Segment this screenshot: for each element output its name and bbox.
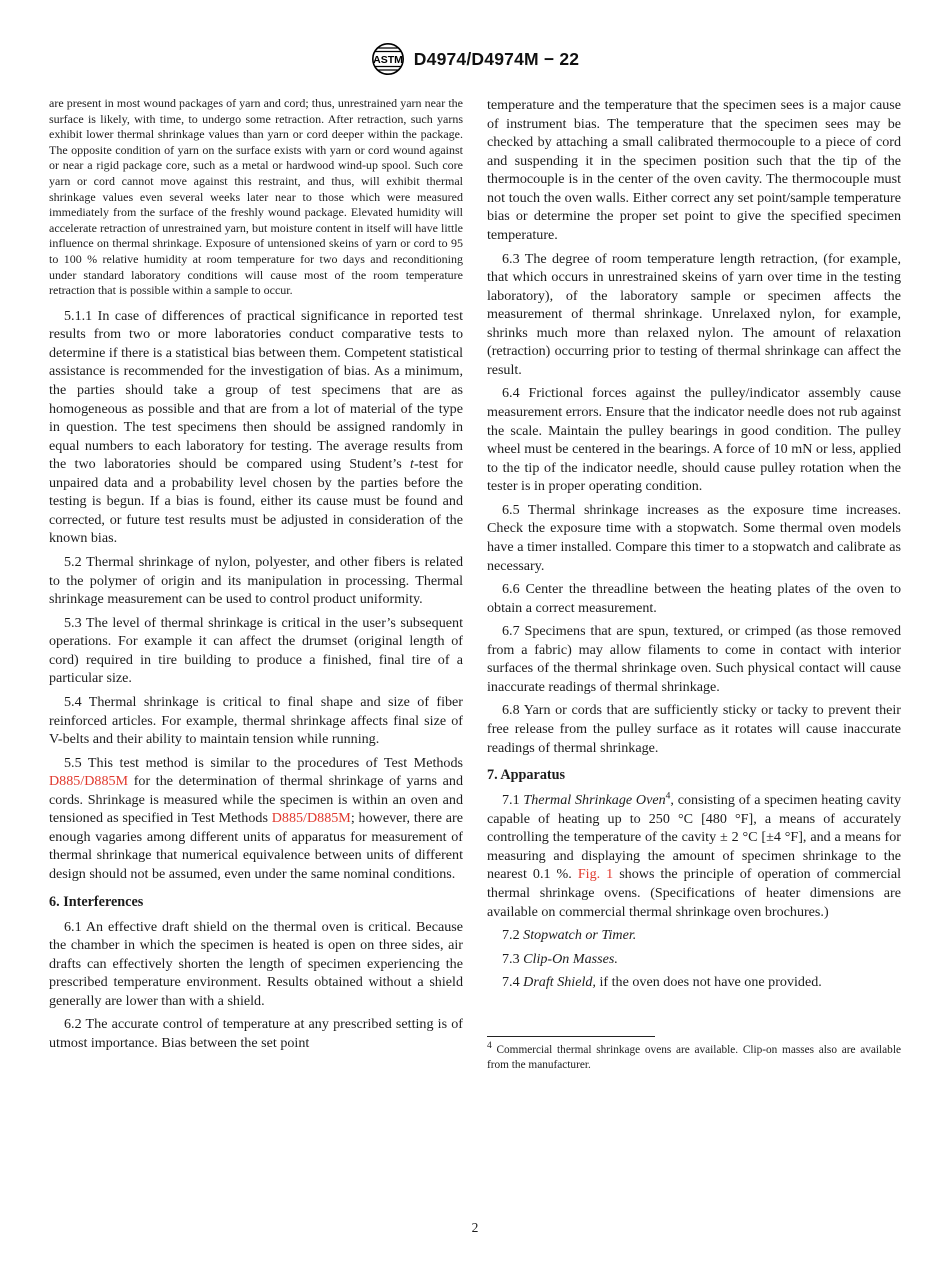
- astm-logo-icon: [371, 42, 405, 76]
- footnote-4-text: Commercial thermal shrinkage ovens are available. Clip-on masses also are available from the manufacturer.: [487, 1043, 901, 1071]
- para-5-1-continuation: are present in most wound packages of yarn and cord; thus, unrestrained yarn near the surface is likely, with time, to undergo some retraction. After retraction, such yarns exhibit lower thermal shrinkage values than yarn or cord deeper within the package. The opposite condition of yarn on the surface exists with yarn or cord wound against or near a rigid package core, such as a metal or hardwood wind-up spool. Such core yarn or cord cannot move against this restraint, and thus, will exhibit thermal shrinkage values even several weeks later near to those which were measured immediately from the surface of the freshly wound package. Elevated humidity will accelerate retraction of unrestrained yarn, but moisture content in itself will have little influence on thermal shrinkage. Exposure of untensioned skeins of yarn or cord to 95 to 100 % relative humidity at room temperature for two days and reconditioning under standard laboratory conditions will cause most of the room temperature retraction that is possible within a sample to occur.: [49, 96, 463, 298]
- para-6-4: 6.4 Frictional forces against the pulley/indicator assembly cause measurement errors. Ensure that the indicator needle does not rub against the scale. Maintain the pulley bearings in good condition. The pulley wheel must be centered in the bearings. A force of 10 mN or less, applied to the tip of the indicator needle, should cause pulley rotation when the tester is in proper operating condition.: [487, 385, 901, 495]
- text-segment: 7.4: [502, 974, 524, 991]
- text-segment: 5.5 This test method is similar to the procedures of Test Methods: [64, 754, 463, 771]
- footnote-4-marker: 4: [487, 1040, 492, 1051]
- para-6-3: 6.3 The degree of room temperature length retraction, (for example, that which occurs in unrestrained skeins of yarn over time in the testing laboratory), of the laboratory sample or specimen affects the measurement of thermal shrinkage. Unrelaxed nylon, for example, shrinks much more than relaxed nylon. The amount of relaxation (retraction) occurring prior to testing of thermal shrinkage can affect the result.: [487, 250, 901, 378]
- document-designation-title: D4974/D4974M − 22: [413, 48, 580, 69]
- right-column: [487, 96, 901, 1073]
- para-6-8: 6.8 Yarn or cords that are sufficiently sticky or tacky to prevent their free release from the pulley surface as it rotates will cause inaccurate readings of thermal shrinkage.: [487, 702, 901, 756]
- text-segment: ; however, there are enough vagaries among different units of apparatus for measurement of thermal shrinkage that numerical equivalence between units of different design should not be assumed, even under the same nominal conditions.: [49, 810, 463, 883]
- section-heading-6-interferences: 6. Interferences: [49, 893, 144, 910]
- section-heading-7-apparatus: 7. Apparatus: [487, 767, 566, 784]
- text-segment: 7.1: [502, 792, 524, 809]
- footnote-marker-4: 4: [665, 791, 671, 802]
- para-7-1: [487, 791, 901, 921]
- two-column-body: [0, 76, 950, 1073]
- text-segment: shows the principle of operation of commercial thermal shrinkage ovens. (Specifications of heater dimensions are available on commercial thermal shrinkage oven brochures.): [487, 866, 901, 920]
- text-segment: 5.1.1 In case of differences of practical significance in reported test results from two or more laboratories conduct comparative tests to determine if there is a statistical bias between them. Competent statistical assistance is recommended for the investigation of bias. As a minimum, the parties should take a group of test specimens that are as homogeneous as possible and that are from a lot of material of the type in question. The test specimens then should be assigned randomly in equal numbers to each laboratory for testing. The average results from the two laboratories should be compared using Student’s: [49, 307, 463, 473]
- para-7-3: [487, 950, 901, 969]
- left-column: [49, 96, 463, 1073]
- para-7-4: [487, 973, 901, 992]
- text-segment: 7.2: [502, 927, 524, 944]
- text-segment: 7.3: [502, 950, 524, 967]
- astm-logo-text: ASTM: [372, 53, 403, 66]
- astm-logo: [371, 42, 405, 76]
- para-7-2: [487, 926, 901, 945]
- page-header: [0, 0, 950, 76]
- page-number: 2: [471, 1220, 479, 1235]
- link-d885-d885m-1[interactable]: D885/D885M: [49, 773, 129, 790]
- text-segment: if the oven does not have one provided.: [595, 974, 822, 991]
- italic-draft-shield: Draft Shield,: [523, 974, 596, 991]
- italic-stopwatch-or-timer: Stopwatch or Timer.: [523, 927, 637, 944]
- para-6-6: 6.6 Center the threadline between the heating plates of the oven to obtain a correct measurement.: [487, 581, 901, 616]
- text-segment: for the determination of thermal shrinkage of yarns and cords. Shrinkage is measured while the specimen is within an oven and tensioned as specified in Test Methods: [49, 773, 463, 827]
- italic-clip-on-masses: Clip-On Masses.: [523, 950, 618, 967]
- italic-thermal-shrinkage-oven: Thermal Shrinkage Oven: [523, 792, 666, 809]
- text-segment: -test for unpaired data and a probability level chosen by the parties before the testing is begun. If a bias is found, either its cause must be found and corrected, or future test results must be adjusted in consideration of the known bias.: [49, 456, 463, 547]
- para-5-3: 5.3 The level of thermal shrinkage is critical in the user’s subsequent operations. For example it can affect the drumset (original length of cord) required in tire building to produce a finished, final tire of a particular size.: [49, 614, 463, 687]
- para-5-2: 5.2 Thermal shrinkage of nylon, polyester, and other fibers is related to the polymer of origin and its manipulation in processing. Thermal shrinkage measurement can be used to control product uniformity.: [49, 554, 463, 608]
- para-6-1: 6.1 An effective draft shield on the thermal oven is critical. Because the chamber in which the specimen is heated is open on three sides, air drafts can effectively shorten the length of specimen experiencing the prescribed temperature environment. Results obtained without a shield generally are lower than with a shield.: [49, 918, 463, 1009]
- footnote-block: [487, 1036, 901, 1073]
- italic-t-test: t: [410, 456, 414, 473]
- para-6-5: 6.5 Thermal shrinkage increases as the exposure time increases. Check the exposure time with a stopwatch. Some thermal oven models have a timer installed. Compare this timer to a stopwatch and calibrate as necessary.: [487, 501, 901, 574]
- para-5-1-1: [49, 307, 463, 548]
- footnote-rule: [487, 1036, 655, 1037]
- link-d885-d885m-2[interactable]: D885/D885M: [271, 810, 351, 827]
- para-6-2: 6.2 The accurate control of temperature at any prescribed setting is of utmost importance. Bias between the set point: [49, 1016, 463, 1051]
- para-5-5: [49, 754, 463, 884]
- text-segment: , consisting of a specimen heating cavity capable of heating up to 250 °C [480 °F], a means of accurately controlling the temperature of the cavity ± 2 °C [±4 °F], and a means for measuring and displaying the amount of specimen shrinkage to the nearest 0.1 %.: [487, 792, 902, 883]
- footnote-4: [487, 1040, 901, 1073]
- para-6-2-continuation: temperature and the temperature that the specimen sees is a major cause of instrument bias. The temperature that the specimen sees may be checked by attaching a small calibrated thermocouple to a piece of cord and suspending it in the specimen position such that the tip of the thermocouple is in the center of the oven cavity. The thermocouple must not touch the oven walls. Either correct any set point/sample temperature bias or determine the proper set point to give the specified specimen temperature.: [487, 97, 901, 243]
- link-fig-1[interactable]: Fig. 1: [577, 866, 614, 883]
- para-6-7: 6.7 Specimens that are spun, textured, or crimped (as those removed from a fabric) may allow filaments to come in contact with interior surfaces of the thermal shrinkage oven. Such physical contact will cause inaccurate readings of thermal shrinkage.: [487, 623, 901, 695]
- para-5-4: 5.4 Thermal shrinkage is critical to final shape and size of fiber reinforced articles. For example, thermal shrinkage affects final size of V-belts and their ability to maintain tension while running.: [49, 693, 463, 748]
